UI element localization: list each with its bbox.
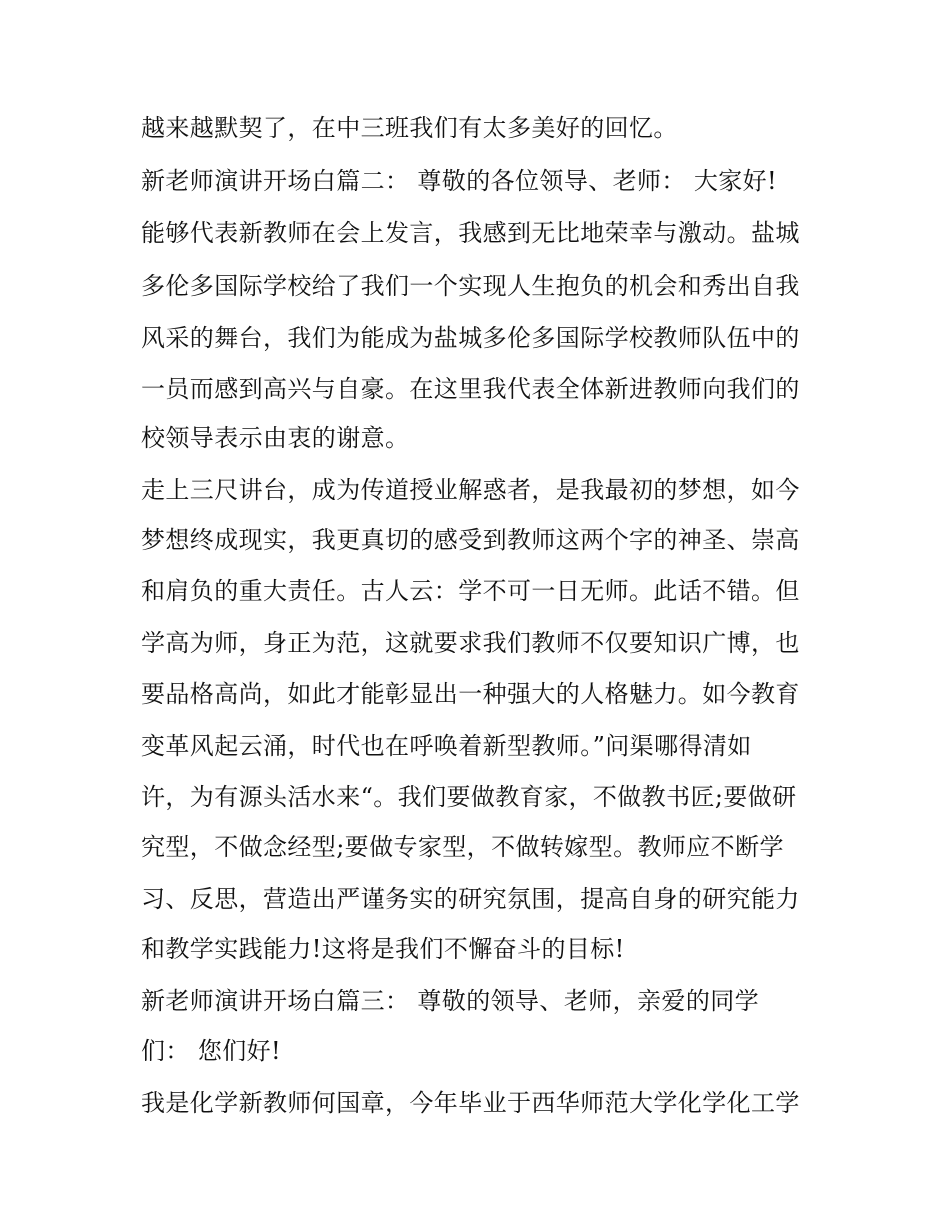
text-line: 究型，不做念经型;要做专家型，不做转嫁型。教师应不断学 <box>141 833 784 861</box>
text-line: 和肩负的重大责任。古人云：学不可一日无师。此话不错。但 <box>141 577 800 605</box>
text-line: 和教学实践能力!这将是我们不懈奋斗的目标! <box>141 935 625 963</box>
text-line: 风采的舞台，我们为能成为盐城多伦多国际学校教师队伍中的 <box>141 324 800 352</box>
text-line: 多伦多国际学校给了我们一个实现人生抱负的机会和秀出自我 <box>141 272 800 300</box>
text-line: 要品格高尚，如此才能彰显出一种强大的人格魅力。如今教育 <box>141 680 800 708</box>
text-line: 一员而感到高兴与自豪。在这里我代表全体新进教师向我们的 <box>141 375 800 403</box>
text-line: 越来越默契了，在中三班我们有太多美好的回忆。 <box>141 114 678 142</box>
text-line: 变革风起云涌，时代也在呼唤着新型教师。”问渠哪得清如 <box>141 732 752 760</box>
text-line: 许，为有源头活水来“。我们要做教育家，不做教书匠;要做研 <box>141 783 797 811</box>
text-line: 校领导表示由衷的谢意。 <box>141 424 410 452</box>
text-line: 新老师演讲开场白篇二： 尊敬的各位领导、老师： 大家好! <box>141 167 778 195</box>
text-line: 梦想终成现实，我更真切的感受到教师这两个字的神圣、崇高 <box>141 526 800 554</box>
text-line: 们： 您们好! <box>141 1037 282 1065</box>
text-line: 能够代表新教师在会上发言，我感到无比地荣幸与激动。盐城 <box>141 219 800 247</box>
text-line: 学高为师，身正为范，这就要求我们教师不仅要知识广博，也 <box>141 629 800 657</box>
text-line: 走上三尺讲台，成为传道授业解惑者，是我最初的梦想，如今 <box>141 476 800 504</box>
text-line: 习、反思，营造出严谨务实的研究氛围，提高自身的研究能力 <box>141 885 800 913</box>
text-line: 我是化学新教师何国章，今年毕业于西华师范大学化学化工学 <box>141 1089 800 1117</box>
text-line: 新老师演讲开场白篇三： 尊敬的领导、老师，亲爱的同学 <box>141 987 760 1015</box>
